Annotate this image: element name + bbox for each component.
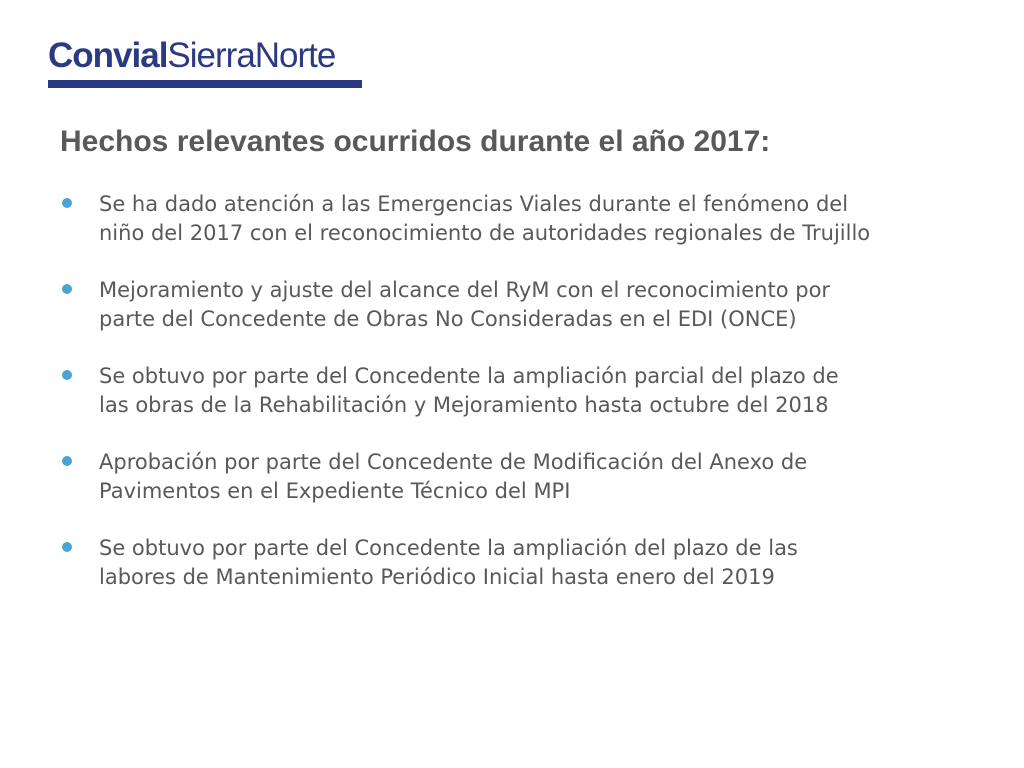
bullet-dot-icon bbox=[62, 370, 72, 380]
bullet-line: labores de Mantenimiento Periódico Inicial hasta enero del 2019 bbox=[99, 565, 775, 589]
bullet-item bbox=[60, 190, 970, 248]
bullet-item bbox=[60, 362, 970, 420]
bullet-line: Aprobación por parte del Concedente de Modificación del Anexo de bbox=[99, 450, 808, 474]
bullet-dot-icon bbox=[62, 542, 72, 552]
bullet-item bbox=[60, 448, 970, 506]
bullet-line: Se obtuvo por parte del Concedente la ampliación del plazo de las bbox=[99, 536, 798, 560]
bullet-line: las obras de la Rehabilitación y Mejoramiento hasta octubre del 2018 bbox=[99, 393, 829, 417]
bullet-dot-icon bbox=[62, 198, 72, 208]
company-logo bbox=[48, 36, 364, 92]
bullet-line: Se ha dado atención a las Emergencias Viales durante el fenómeno del bbox=[99, 192, 849, 216]
bullet-line: niño del 2017 con el reconocimiento de autoridades regionales de Trujillo bbox=[99, 221, 871, 245]
logo-wordmark bbox=[48, 36, 335, 76]
bullet-list bbox=[60, 190, 970, 620]
bullet-dot-icon bbox=[62, 456, 72, 466]
logo-text-bold: Convial bbox=[48, 36, 168, 75]
bullet-line: parte del Concedente de Obras No Consideradas en el EDI (ONCE) bbox=[99, 307, 797, 331]
bullet-item bbox=[60, 534, 970, 592]
bullet-line: Se obtuvo por parte del Concedente la ampliación parcial del plazo de bbox=[99, 364, 839, 388]
logo-underline-bar bbox=[48, 80, 362, 88]
bullet-item bbox=[60, 276, 970, 334]
bullet-line: Mejoramiento y ajuste del alcance del RyM con el reconocimiento por bbox=[99, 278, 831, 302]
bullet-dot-icon bbox=[62, 284, 72, 294]
logo-text-light: SierraNorte bbox=[167, 36, 336, 75]
slide-title: Hechos relevantes ocurridos durante el año 2017: bbox=[60, 125, 771, 158]
bullet-line: Pavimentos en el Expediente Técnico del MPI bbox=[99, 479, 571, 503]
